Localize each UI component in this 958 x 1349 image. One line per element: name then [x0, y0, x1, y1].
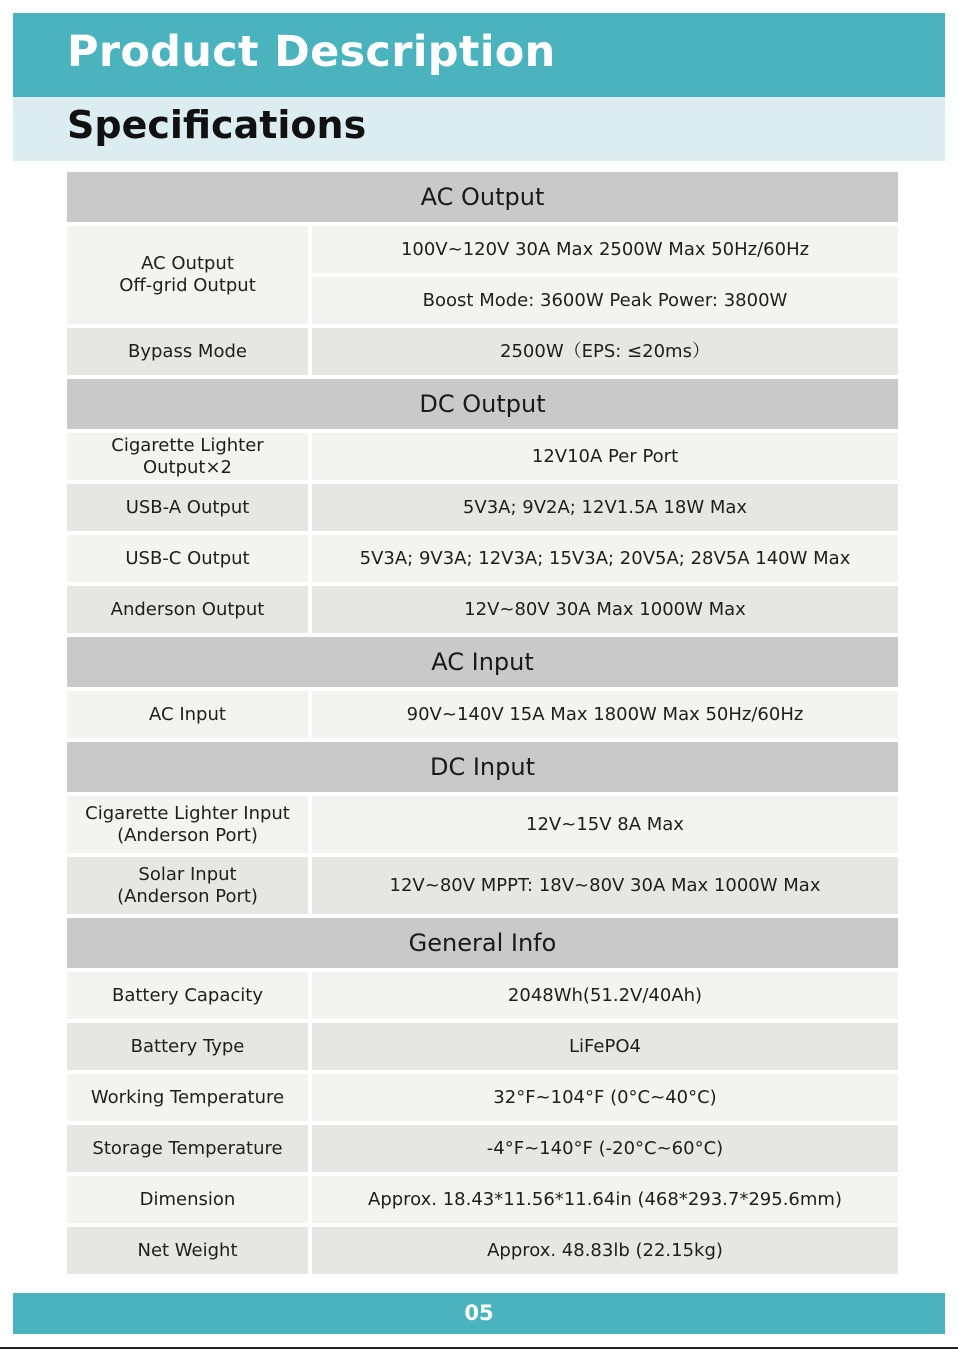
spec-label: Battery Type [67, 1023, 308, 1070]
spec-label: Solar Input (Anderson Port) [67, 857, 308, 914]
spec-value: 12V~80V MPPT: 18V~80V 30A Max 1000W Max [312, 857, 898, 914]
section-header: DC Output [67, 379, 898, 429]
spec-value: 5V3A; 9V3A; 12V3A; 15V3A; 20V5A; 28V5A 140W Max [312, 535, 898, 582]
spec-value: 90V~140V 15A Max 1800W Max 50Hz/60Hz [312, 691, 898, 738]
spec-value: 100V~120V 30A Max 2500W Max 50Hz/60Hz [312, 226, 898, 273]
spec-row [67, 691, 898, 738]
spec-label: Battery Capacity [67, 972, 308, 1019]
spec-value: Approx. 48.83lb (22.15kg) [312, 1227, 898, 1274]
spec-label: Dimension [67, 1176, 308, 1223]
spec-label: Cigarette Lighter Output×2 [67, 433, 308, 480]
spec-table [67, 172, 898, 1274]
spec-row [67, 1176, 898, 1223]
spec-label: Working Temperature [67, 1074, 308, 1121]
spec-row [67, 535, 898, 582]
spec-row [67, 328, 898, 375]
spec-label: Storage Temperature [67, 1125, 308, 1172]
spec-value: Boost Mode: 3600W Peak Power: 3800W [312, 277, 898, 324]
spec-label: Bypass Mode [67, 328, 308, 375]
spec-value: Approx. 18.43*11.56*11.64in (468*293.7*295.6mm) [312, 1176, 898, 1223]
section-header: General Info [67, 918, 898, 968]
page-title: Product Description [67, 27, 556, 77]
spec-label: Net Weight [67, 1227, 308, 1274]
subheader-banner [13, 97, 945, 161]
header-banner [13, 13, 945, 97]
spec-value: LiFePO4 [312, 1023, 898, 1070]
spec-label: USB-C Output [67, 535, 308, 582]
section-header: AC Input [67, 637, 898, 687]
section-title: Specifications [67, 103, 367, 147]
spec-value: -4°F~140°F (-20°C~60°C) [312, 1125, 898, 1172]
spec-label: USB-A Output [67, 484, 308, 531]
spec-label: AC Output Off-grid Output [67, 226, 308, 324]
spec-value: 32°F~104°F (0°C~40°C) [312, 1074, 898, 1121]
spec-row [67, 433, 898, 480]
spec-row [67, 857, 898, 914]
spec-label: AC Input [67, 691, 308, 738]
spec-row [67, 226, 898, 324]
spec-value: 12V~80V 30A Max 1000W Max [312, 586, 898, 633]
spec-value-group [312, 226, 898, 324]
spec-value: 2500W（EPS: ≤20ms） [312, 328, 898, 375]
spec-row [67, 1227, 898, 1274]
page-footer [13, 1293, 945, 1334]
page-number: 05 [464, 1301, 494, 1325]
spec-value: 5V3A; 9V2A; 12V1.5A 18W Max [312, 484, 898, 531]
spec-row [67, 1125, 898, 1172]
spec-label: Cigarette Lighter Input (Anderson Port) [67, 796, 308, 853]
section-header: DC Input [67, 742, 898, 792]
spec-value: 12V~15V 8A Max [312, 796, 898, 853]
spec-value: 12V10A Per Port [312, 433, 898, 480]
spec-row [67, 1023, 898, 1070]
spec-value: 2048Wh(51.2V/40Ah) [312, 972, 898, 1019]
spec-row [67, 1074, 898, 1121]
spec-row [67, 484, 898, 531]
spec-row [67, 586, 898, 633]
spec-row [67, 796, 898, 853]
spec-label: Anderson Output [67, 586, 308, 633]
spec-row [67, 972, 898, 1019]
section-header: AC Output [67, 172, 898, 222]
